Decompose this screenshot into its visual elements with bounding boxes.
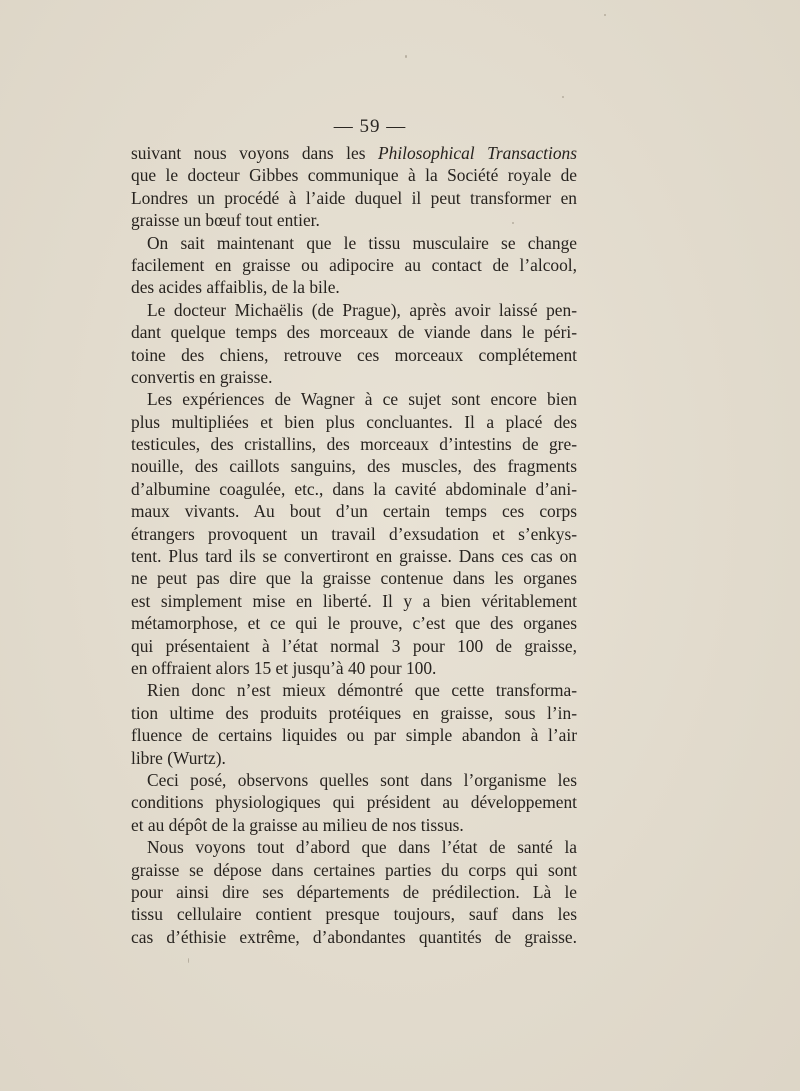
- text-line: maux vivants. Au bout d’un certain temps ces corps: [131, 501, 577, 522]
- text-line: ne peut pas dire que la graisse contenue dans les organes: [131, 568, 577, 589]
- text-line: Nous voyons tout d’abord que dans l’état de santé la: [147, 837, 577, 858]
- text-line: Les expériences de Wagner à ce sujet sont encore bien: [147, 389, 577, 410]
- text-line: graisse se dépose dans certaines parties du corps qui sont: [131, 859, 577, 880]
- text-line: dant quelque temps des morceaux de viande dans le péri-: [131, 322, 577, 343]
- text-line: [131, 142, 577, 164]
- text-line: pour ainsi dire ses départements de prédilection. Là le: [131, 881, 577, 902]
- paper-speck: [604, 14, 606, 16]
- text-line: libre (Wurtz).: [131, 747, 226, 768]
- text-line: étrangers provoquent un travail d’exsudation et s’enkys-: [131, 523, 577, 544]
- text-line: des acides affaiblis, de la bile.: [131, 277, 340, 298]
- italic-title: Philosophical Transactions: [378, 143, 577, 163]
- text-line: facilement en graisse ou adipocire au contact de l’alcool,: [131, 254, 577, 275]
- paper-speck: [562, 96, 564, 98]
- text-segment: suivant nous voyons dans les: [131, 143, 378, 163]
- text-line: que le docteur Gibbes communique à la Société royale de: [131, 165, 577, 186]
- page-number: — 59 —: [333, 116, 407, 137]
- text-line: tent. Plus tard ils se convertiront en graisse. Dans ces cas on: [131, 546, 577, 567]
- paper-speck: [405, 55, 407, 58]
- text-line: tion ultime des produits protéiques en graisse, sous l’in-: [131, 702, 577, 723]
- text-line: conditions physiologiques qui président au développement: [131, 792, 577, 813]
- text-line: toine des chiens, retrouve ces morceaux complétement: [131, 344, 577, 365]
- text-line: cas d’éthisie extrême, d’abondantes quantités de graisse.: [131, 926, 577, 947]
- text-line: en offraient alors 15 et jusqu’à 40 pour 100.: [131, 657, 437, 678]
- text-line: tissu cellulaire contient presque toujours, sauf dans les: [131, 904, 577, 925]
- text-line: Rien donc n’est mieux démontré que cette transforma-: [147, 680, 577, 701]
- text-line: Londres un procédé à l’aide duquel il peut transformer en: [131, 187, 577, 208]
- text-line: Ceci posé, observons quelles sont dans l’organisme les: [147, 769, 577, 790]
- text-line: convertis en graisse.: [131, 366, 273, 387]
- text-line: graisse un bœuf tout entier.: [131, 210, 320, 231]
- text-line: fluence de certains liquides ou par simple abandon à l’air: [131, 725, 577, 746]
- body-text: [131, 142, 577, 948]
- text-line: Le docteur Michaëlis (de Prague), après avoir laissé pen-: [147, 299, 577, 320]
- paper-speck: [188, 958, 189, 963]
- text-line: plus multipliées et bien plus concluantes. Il a placé des: [131, 411, 577, 432]
- text-line: qui présentaient à l’état normal 3 pour 100 de graisse,: [131, 635, 577, 656]
- text-line: métamorphose, et ce qui le prouve, c’est que des organes: [131, 613, 577, 634]
- text-line: nouille, des caillots sanguins, des muscles, des fragments: [131, 456, 577, 477]
- text-line: est simplement mise en liberté. Il y a bien véritablement: [131, 590, 577, 611]
- text-line: On sait maintenant que le tissu musculaire se change: [147, 232, 577, 253]
- text-line: testicules, des cristallins, des morceaux d’intestins de gre-: [131, 434, 577, 455]
- paper-speck: [512, 222, 514, 224]
- text-line: et au dépôt de la graisse au milieu de nos tissus.: [131, 814, 464, 835]
- text-line: d’albumine coagulée, etc., dans la cavité abdominale d’ani-: [131, 478, 577, 499]
